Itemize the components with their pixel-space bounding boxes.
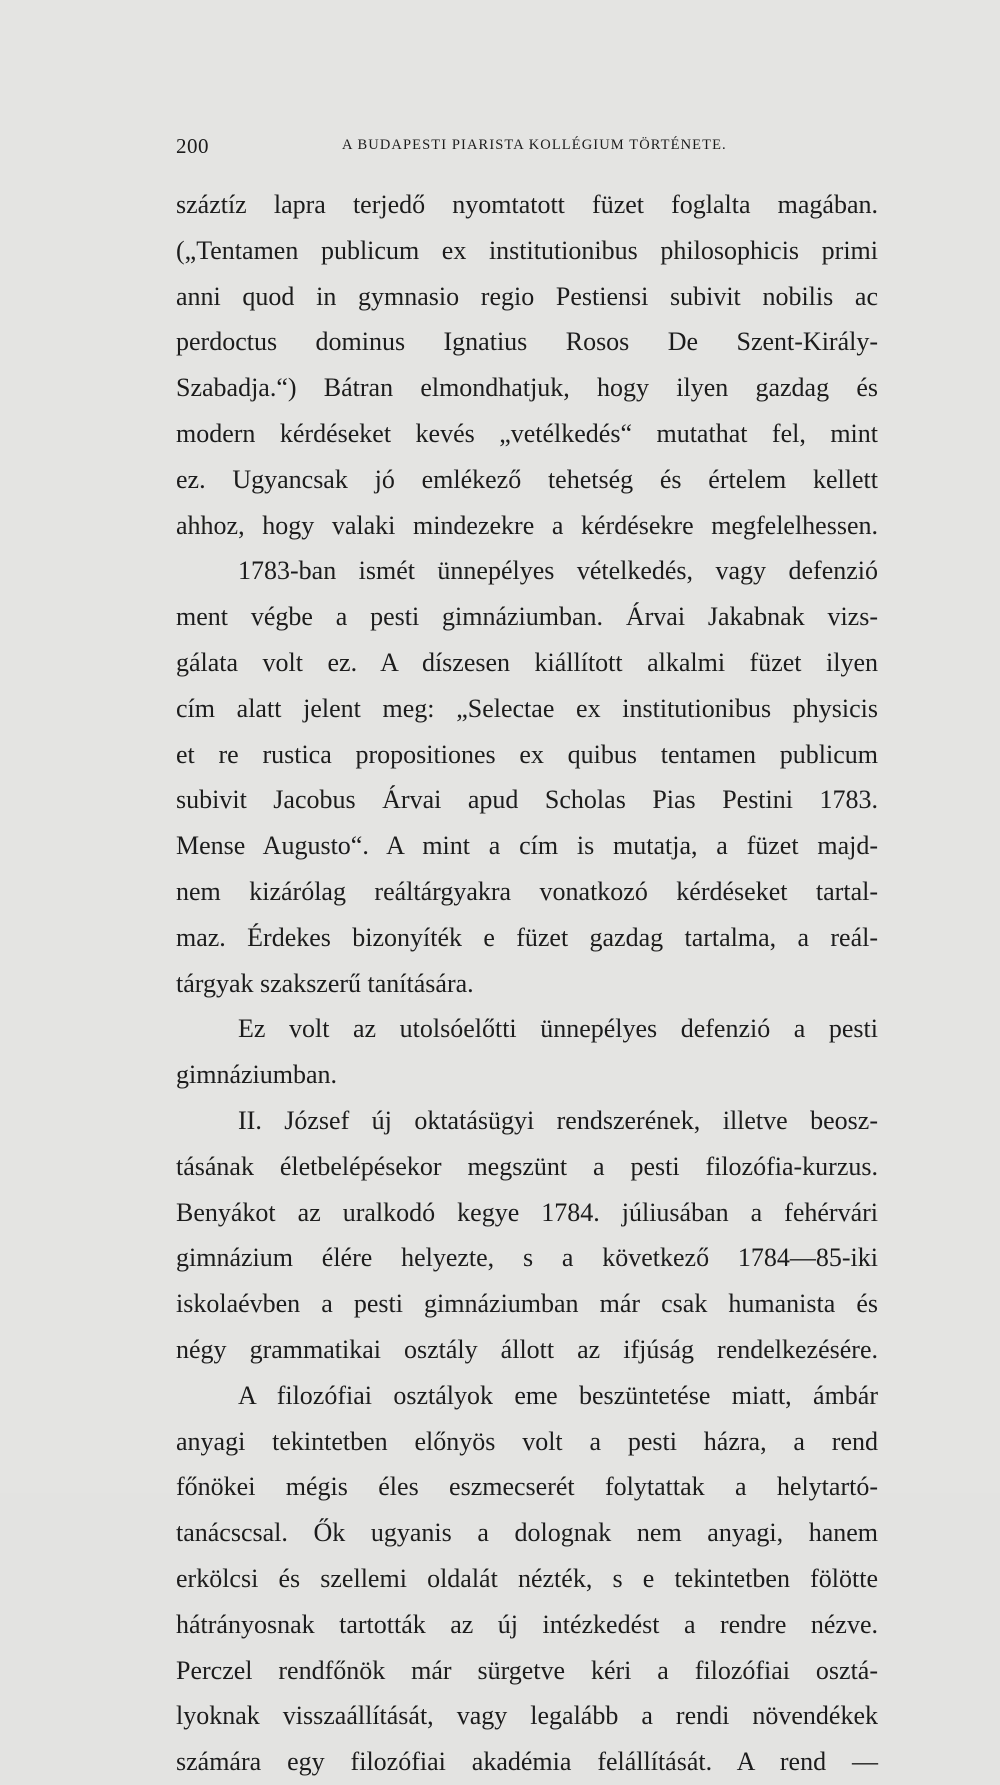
text-line: tárgyak szakszerű tanítására. <box>176 968 474 998</box>
text-line: A filozófiai osztályok eme beszüntetése miatt, ámbár <box>238 1380 878 1410</box>
text-line: száztíz lapra terjedő nyomtatott füzet foglalta magában. <box>176 190 878 219</box>
text-line: gálata volt ez. A díszesen kiállított alkalmi füzet ilyen <box>176 647 878 677</box>
text-line: lyoknak visszaállítását, vagy legalább a rendi növendékek <box>176 1701 878 1731</box>
text-line: subivit Jacobus Árvai apud Scholas Pias Pestini 1783. <box>176 785 878 815</box>
text-line: Perczel rendfőnök már sürgetve kéri a filozófiai osztá- <box>176 1655 878 1685</box>
text-line: erkölcsi és szellemi oldalát nézték, s e tekintetben fölötte <box>176 1563 878 1593</box>
text-line: perdoctus dominus Ignatius Rosos De Szent-Király- <box>176 327 878 357</box>
text-line: gimnáziumban. <box>176 1060 338 1090</box>
text-line: számára egy filozófiai akadémia felállítását. A rend — <box>176 1747 878 1777</box>
text-line: anyagi tekintetben előnyös volt a pesti házra, a rend <box>176 1426 878 1456</box>
body-text <box>176 182 878 1785</box>
text-line: tásának életbelépésekor megszünt a pesti filozófia-kurzus. <box>176 1151 878 1181</box>
text-line: ahhoz, hogy valaki mindezekre a kérdésekre megfelelhessen. <box>176 510 878 540</box>
text-line: 1783-ban ismét ünnepélyes vételkedés, vagy defenzió <box>238 556 878 586</box>
text-line: („Tentamen publicum ex institutionibus philosophicis primi <box>176 235 878 265</box>
text-line: ment végbe a pesti gimnáziumban. Árvai Jakabnak vizs- <box>176 602 878 632</box>
text-line: Szabadja.“) Bátran elmondhatjuk, hogy ilyen gazdag és <box>176 373 878 403</box>
text-line: főnökei mégis éles eszmecserét folytattak a helytartó- <box>176 1472 878 1502</box>
text-line: cím alatt jelent meg: „Selectae ex institutionibus physicis <box>176 693 878 723</box>
page-number: 200 <box>176 134 209 158</box>
text-line: nem kizárólag reáltárgyakra vonatkozó kérdéseket tartal- <box>176 876 878 906</box>
text-line: Benyákot az uralkodó kegye 1784. júliusában a fehérvári <box>176 1197 878 1227</box>
text-line: anni quod in gymnasio regio Pestiensi subivit nobilis ac <box>176 281 878 311</box>
text-line: ez. Ugyancsak jó emlékező tehetség és értelem kellett <box>176 464 878 494</box>
running-head: A BUDAPESTI PIARISTA KOLLÉGIUM TÖRTÉNETE. <box>342 137 727 153</box>
text-line: négy grammatikai osztály állott az ifjúság rendelkezésére. <box>176 1334 878 1364</box>
text-line: II. József új oktatásügyi rendszerének, illetve beosz- <box>238 1105 878 1135</box>
text-line: tanácscsal. Ők ugyanis a dolognak nem anyagi, hanem <box>176 1518 878 1548</box>
text-line: et re rustica propositiones ex quibus tentamen publicum <box>176 739 878 769</box>
text-line: maz. Érdekes bizonyíték e füzet gazdag tartalma, a reál- <box>176 922 878 952</box>
text-line: Mense Augusto“. A mint a cím is mutatja, a füzet majd- <box>176 831 878 861</box>
text-line: modern kérdéseket kevés „vetélkedés“ mutathat fel, mint <box>176 418 878 448</box>
text-line: Ez volt az utolsóelőtti ünnepélyes defenzió a pesti <box>238 1014 878 1044</box>
text-line: gimnázium élére helyezte, s a következő 1784—85-iki <box>176 1243 878 1273</box>
page-header <box>176 128 882 160</box>
text-line: iskolaévben a pesti gimnáziumban már csak humanista és <box>176 1289 878 1319</box>
text-line: hátrányosnak tartották az új intézkedést a rendre nézve. <box>176 1609 878 1639</box>
